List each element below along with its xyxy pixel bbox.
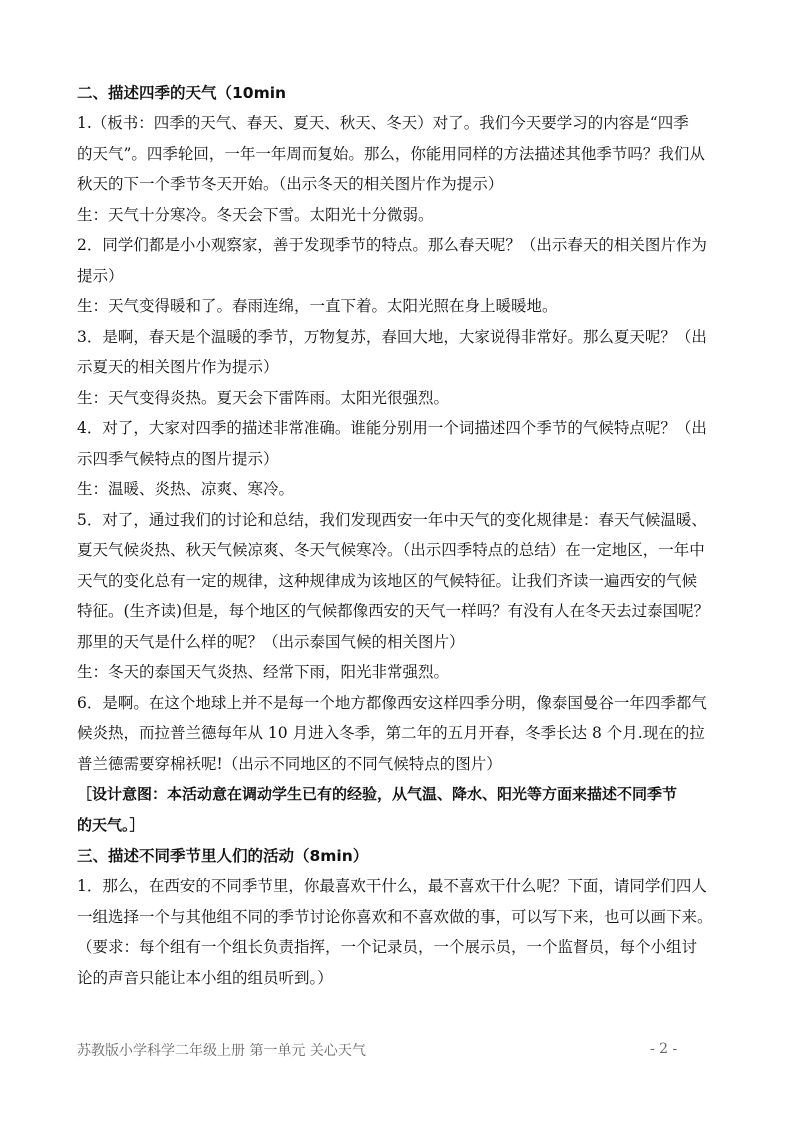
text-line: 候炎热，而拉普兰德每年从 10 月进入冬季，第二年的五月开春，冬季长达 8 个月.现在的拉 (77, 724, 705, 742)
design-intent-note (77, 779, 719, 841)
text-line: 的天气。］ (77, 816, 145, 834)
section-activities-body (77, 871, 719, 993)
text-line: 生：天气变得炎热。夏天会下雷阵雨。太阳光很强烈。 (77, 388, 450, 407)
text-line: 夏天气候炎热、秋天气候凉爽、冬天气候寒冷。（出示四季特点的总结）在一定地区，一年中 (77, 541, 705, 559)
document-body (77, 78, 719, 993)
text-line: 天气的变化总有一定的规律，这种规律成为该地区的气候特征。让我们齐读一遍西安的气候 (77, 571, 698, 590)
text-line: 3．是啊，春天是个温暖的季节，万物复苏，春回大地，大家说得非常好。那么夏天呢？（出 (77, 327, 707, 346)
text-line: 的天气”。四季轮回，一年一年周而复始。那么，你能用同样的方法描述其他季节吗？我们从 (77, 144, 705, 163)
text-line: 提示） (77, 266, 124, 285)
section-weather-body (77, 108, 719, 779)
text-line: 示夏天的相关图片作为提示） (77, 358, 279, 376)
page-footer-title: 苏教版小学科学二年级上册 第一单元 关心天气 (77, 1043, 366, 1059)
text-line: ［设计意图：本活动意在调动学生已有的经验，从气温、降水、阳光等方面来描述不同季节 (77, 785, 678, 803)
text-line: 1．那么，在西安的不同季节里，你最喜欢干什么，最不喜欢干什么呢？下面，请同学们四人 (77, 877, 707, 895)
text-line: 6．是啊。在这个地球上并不是每一个地方都像西安这样四季分明，像泰国曼谷一年四季都气 (77, 693, 707, 712)
text-line: 5．对了，通过我们的讨论和总结，我们发现西安一年中天气的变化规律是：春天气候温暖、 (77, 510, 707, 529)
section-heading-activities: 三、描述不同季节里人们的活动（8min） (77, 847, 369, 865)
section-heading-weather: 二、描述四季的天气（10min (77, 84, 287, 102)
text-line: 秋天的下一个季节冬天开始。（出示冬天的相关图片作为提示） (77, 175, 504, 193)
page-number: - 2 - (650, 1041, 678, 1057)
text-line: （要求：每个组有一个组长负责指挥，一个记录员，一个展示员，一个监督员，每个小组讨 (77, 938, 698, 956)
text-line: 生：冬天的泰国天气炎热、经常下雨，阳光非常强烈。 (77, 663, 450, 681)
text-line: 那里的天气是什么样的呢？（出示泰国气候的相关图片） (77, 632, 465, 651)
text-line: 一组选择一个与其他组不同的季节讨论你喜欢和不喜欢做的事，可以写下来，也可以画下来。 (77, 907, 713, 926)
text-line: 2．同学们都是小小观察家，善于发现季节的特点。那么春天呢？（出示春天的相关图片作为 (77, 236, 707, 254)
text-line: 普兰德需要穿棉袄呢!（出示不同地区的不同气候特点的图片） (77, 754, 502, 773)
text-line: 论的声音只能让本小组的组员听到。） (77, 968, 333, 987)
text-line: 特征。(生齐读)但是，每个地区的气候都像西安的天气一样吗？有没有人在冬天去过泰国呢？ (77, 602, 710, 620)
text-line: 示四季气候特点的图片提示） (77, 449, 279, 468)
text-line: 生：天气十分寒冷。冬天会下雪。太阳光十分微弱。 (77, 205, 434, 224)
text-line: 生：温暖、炎热、凉爽、寒冷。 (77, 480, 295, 498)
text-line: 生：天气变得暖和了。春雨连绵，一直下着。太阳光照在身上暖暖地。 (77, 297, 558, 315)
text-line: 1.（板书：四季的天气、春天、夏天、秋天、冬天）对了。我们今天要学习的内容是“四季 (77, 114, 689, 132)
text-line: 4．对了，大家对四季的描述非常准确。谁能分别用一个词描述四个季节的气候特点呢？（出 (77, 419, 707, 437)
